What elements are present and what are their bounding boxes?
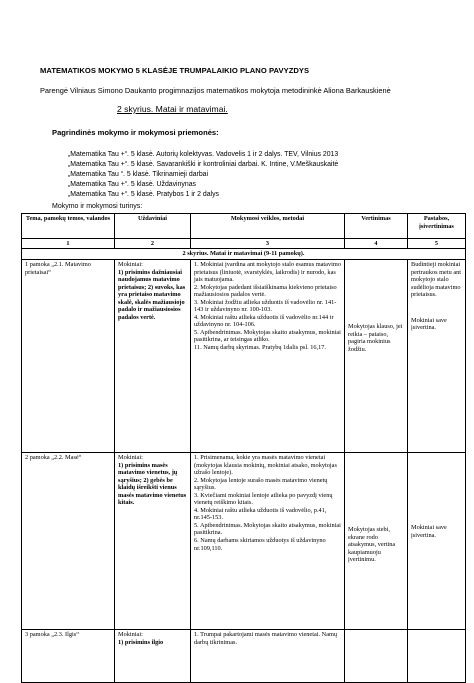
lesson-goals bbox=[115, 453, 191, 630]
column-header: Vertinimas bbox=[345, 214, 408, 239]
column-number: 4 bbox=[345, 239, 408, 249]
goals-text: 1) prisimins dažniausiai naudojamus matavimo prietaisus; 2) suvoks, kas yra prietaiso matavimo skalė, skalės mažiausiojo padalo ir mažiausiosios padalos vertė. bbox=[118, 268, 186, 321]
column-number-row bbox=[22, 239, 466, 249]
lesson-assessment bbox=[345, 630, 408, 683]
lesson-notes bbox=[408, 260, 466, 453]
goals-text: 1) prisimins ilgio bbox=[118, 638, 164, 646]
lesson-goals bbox=[115, 630, 191, 683]
goals-intro: Mokiniai: bbox=[118, 454, 143, 461]
column-number: 5 bbox=[408, 239, 466, 249]
lesson-notes bbox=[408, 630, 466, 683]
column-header: Mokymosi veiklos, metodai bbox=[191, 214, 345, 239]
table-row bbox=[22, 260, 466, 453]
document-author-line: Parengė Vilniaus Simono Daukanto progimnazijos matematikos mokytoja metodininkė Aliona Barkauskienė bbox=[40, 86, 391, 95]
column-number: 1 bbox=[22, 239, 115, 249]
goals-intro: Mokiniai: bbox=[118, 261, 143, 268]
teaching-means-heading: Pagrindinės mokymo ir mokymosi priemonės: bbox=[52, 128, 219, 137]
activity-item: 11. Namų darbų skyrimas. Pratybų 1dalis psl. 16,17. bbox=[194, 344, 326, 352]
goals-intro: Mokiniai: bbox=[118, 631, 143, 638]
teaching-means-item: „Matematika Tau +“. 5 klasė. Autorių kolektyvas. Vadovelis 1 ir 2 dalys. TEV, Vilnius 2013 bbox=[68, 151, 339, 158]
lesson-activities bbox=[191, 453, 345, 630]
section-row-label: 2 skyrius. Matai ir matavimai (9-11 pamokų). bbox=[22, 249, 466, 260]
activity-item: 1. Trumpai pakartojami masės matavimo vienetai. Namų darbų tikrinimas. bbox=[194, 631, 338, 646]
activity-item: 3. Mokiniai žodžiu atlieka užduotis iš vadovėlio nr. 141-143 ir uždavinyno nr. 100-103. bbox=[194, 298, 337, 314]
lesson-assessment bbox=[345, 453, 408, 630]
teaching-means-item: „Matematika Tau “. 5 klasė. Tikrinamieji darbai bbox=[68, 171, 209, 178]
activity-item: 5. Apibendrinimas. Mokytojas skaito atsakymus, mokiniai pasitikrina, ar teisingas atliko. bbox=[194, 328, 341, 344]
lesson-activities bbox=[191, 630, 345, 683]
teaching-means-item: „Matematika Tau +“. 5 klasė. Pratybos 1 ir 2 dalys bbox=[68, 191, 219, 198]
activity-item: 4. Mokiniai raštu atlieka užduotis iš vadovėlio nr.144 ir uždavinyno nr. 104-106. bbox=[194, 313, 334, 329]
notes-item: Mokiniai save įsivertina. bbox=[411, 316, 447, 332]
activity-item: 4. Mokiniai raštu atlieka užduotis iš vadovėlio, p.41, nr.145-153. bbox=[194, 506, 327, 522]
section-row bbox=[22, 249, 466, 260]
lesson-topic: 3 pamoka „2.3. Ilgis“ bbox=[22, 630, 115, 683]
activity-item: 5. Apibendrinimas. Mokytojas skaito atsakymus, mokiniai pasitikrina. bbox=[194, 521, 341, 537]
lesson-topic: 1 pamoka „2.1. Matavimo prietaisai“ bbox=[22, 260, 115, 453]
activity-item: 2. Mokytojas lentoje surašo masės matavimo vienetų sąryšius. bbox=[194, 476, 328, 492]
lesson-goals bbox=[115, 260, 191, 453]
contents-label: Mokymo ir mokymosi turinys: bbox=[52, 203, 143, 210]
table-row bbox=[22, 453, 466, 630]
activity-item: 1. Prisimenama, kokie yra masės matavimo vienetai (mokytojas klausia mokinių, mokiniai atsako, mokytojas užrašo lentoje). bbox=[194, 454, 337, 477]
teaching-means-item: „Matematika Tau +“. 5 klasė. Savarankiški ir kontroliniai darbai. K. Intine, V.Meškauskaitė bbox=[68, 161, 339, 168]
column-header: Pastabos, įsivertinimas bbox=[408, 214, 466, 239]
lesson-activities bbox=[191, 260, 345, 453]
assessment-text: Mokytojas stebi, ekrane rodo atsakymus, vertina kaupiamuoju įvertinimu. bbox=[348, 526, 396, 564]
notes-item: Mokiniai save įsivertina. bbox=[411, 524, 447, 539]
column-number: 2 bbox=[115, 239, 191, 249]
column-header: Uždaviniai bbox=[115, 214, 191, 239]
teaching-means-item: „Matematika Tau +“. 5 klasė. Uždavinynas bbox=[68, 181, 196, 188]
document-title: MATEMATIKOS MOKYMO 5 KLASĖJE TRUMPALAIKIO PLANO PAVYZDYS bbox=[40, 66, 310, 75]
lesson-plan-table bbox=[21, 213, 466, 683]
lesson-topic: 2 pamoka „2.2. Masė“ bbox=[22, 453, 115, 630]
column-header: Tema, pamokų temos, valandos bbox=[22, 214, 115, 239]
activity-item: 2. Mokytojas padedant išsiaiškinama kiekvieno prietaiso mažiausiosios padalos vertė. bbox=[194, 283, 337, 299]
section-heading: 2 skyrius. Matai ir matavimai. bbox=[117, 104, 228, 114]
column-number: 3 bbox=[191, 239, 345, 249]
assessment-text: Mokytojas klauso, jei reikia – pataiso, pagiria mokinius žodžiu. bbox=[348, 323, 403, 353]
activity-item: 6. Namų darbams skiriamos užduotys iš uždavinyno nr.109,110. bbox=[194, 537, 326, 552]
activity-item: 3. Kviečiami mokiniai lentoje atlieka po pavyzdį vienų vienetų reiškimo kitais. bbox=[194, 491, 333, 507]
table-header-row bbox=[22, 214, 466, 239]
lesson-notes bbox=[408, 453, 466, 630]
lesson-assessment bbox=[345, 260, 408, 453]
activity-item: 1. Mokiniai įvardina ant mokytojo stalo esamus matavimo prietaisus (liniuotė, svarstyklės, laikrodis) ir nurodo, kas jais matuojama. bbox=[194, 261, 341, 284]
table-row bbox=[22, 630, 466, 683]
notes-item: Budintieji mokiniai pertraukos metu ant mokytojo stalo sudėlioja matavimo prietaisus. bbox=[411, 261, 462, 299]
goals-text: 1) prisimins masės matavimo vienetus, jų sąryšius; 2) gebės be klaidų išreikšti vienus masės matavimo vienetus kitais. bbox=[118, 461, 187, 507]
